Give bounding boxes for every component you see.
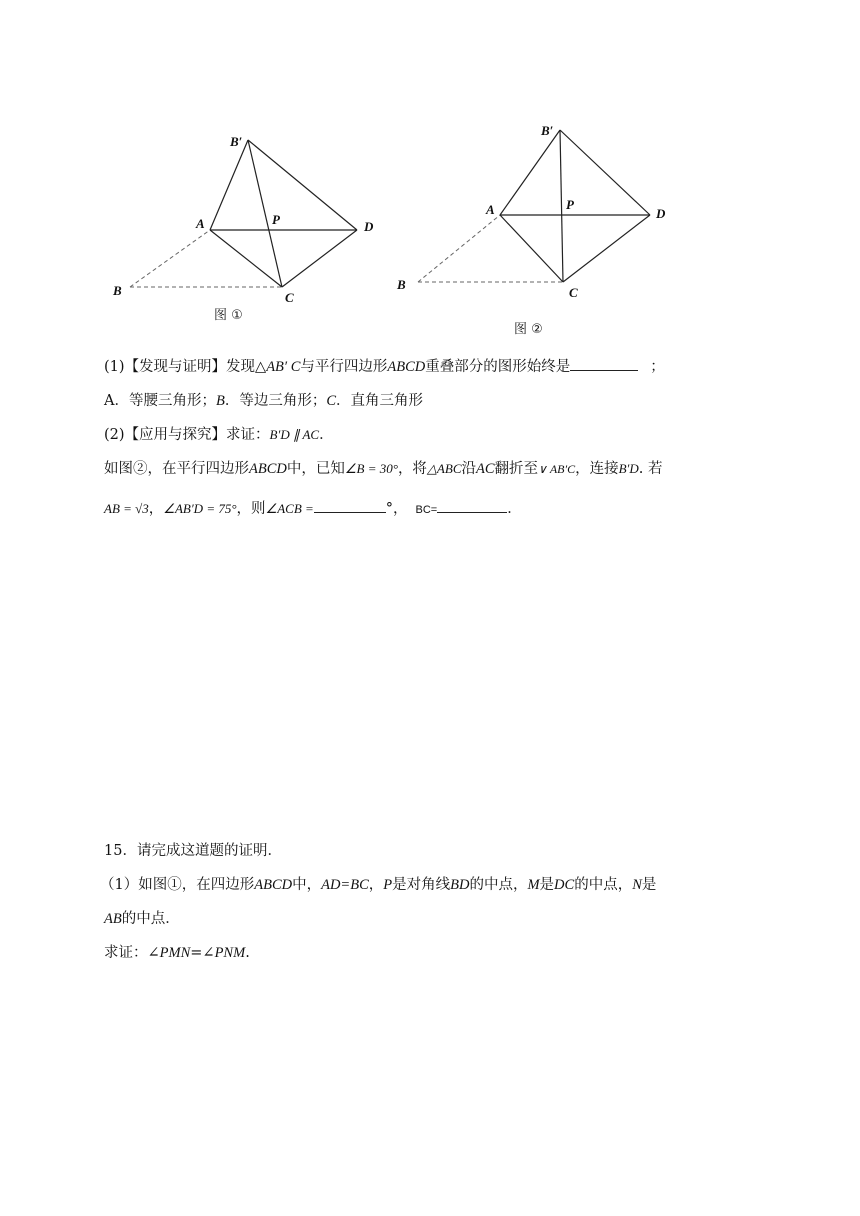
- fig2-label-a: A: [486, 202, 495, 217]
- fig2-label-p: P: [566, 197, 574, 212]
- answer-blank-angle[interactable]: [314, 498, 386, 513]
- fig2-label-d: D: [656, 206, 666, 221]
- q14-line5: AB = √3，∠AB′D = 75°，则∠ACB = °， BC= ．: [104, 498, 522, 521]
- fig2-label-b: B: [397, 277, 406, 292]
- q15-line3: 求证：∠PMN=∠PNM.: [104, 945, 250, 961]
- answer-blank-bc[interactable]: [437, 498, 507, 513]
- q14-line4: 如图②，在平行四边形ABCD中，已知∠B = 30°，将△ABC沿AC翻折至∨ AB′C，连接B′D. 若: [104, 461, 663, 477]
- fig2-label-c: C: [569, 285, 578, 300]
- q14-part1: (1)【发现与证明】发现△AB′ C与平行四边形ABCD重叠部分的图形始终是 ；: [104, 356, 665, 378]
- fig1-label-bprime: B′: [230, 134, 243, 149]
- q14-part2: (2)【应用与探究】求证：B′D ∥ AC．: [104, 427, 334, 443]
- fig1-label-p: P: [272, 212, 280, 227]
- fig1-label-a: A: [196, 216, 205, 231]
- answer-blank-shape[interactable]: [570, 356, 638, 371]
- figure-1-caption: 图 ①: [214, 308, 243, 323]
- q14-options: A．等腰三角形；B．等边三角形；C．直角三角形: [104, 393, 424, 409]
- q15-title: 15．请完成这道题的证明．: [104, 843, 282, 859]
- fig1-label-c: C: [285, 290, 294, 305]
- fig1-label-b: B: [113, 283, 122, 298]
- figure-1: [100, 120, 400, 320]
- q15-line1: （1）如图①，在四边形ABCD中，AD=BC，P是对角线BD的中点，M是DC的中点，N是: [100, 877, 657, 893]
- figure-2: [390, 115, 690, 315]
- fig2-label-bprime: B′: [541, 123, 554, 138]
- q15-line2: AB的中点．: [104, 911, 180, 927]
- figure-2-caption: 图 ②: [514, 322, 543, 337]
- fig1-label-d: D: [364, 219, 374, 234]
